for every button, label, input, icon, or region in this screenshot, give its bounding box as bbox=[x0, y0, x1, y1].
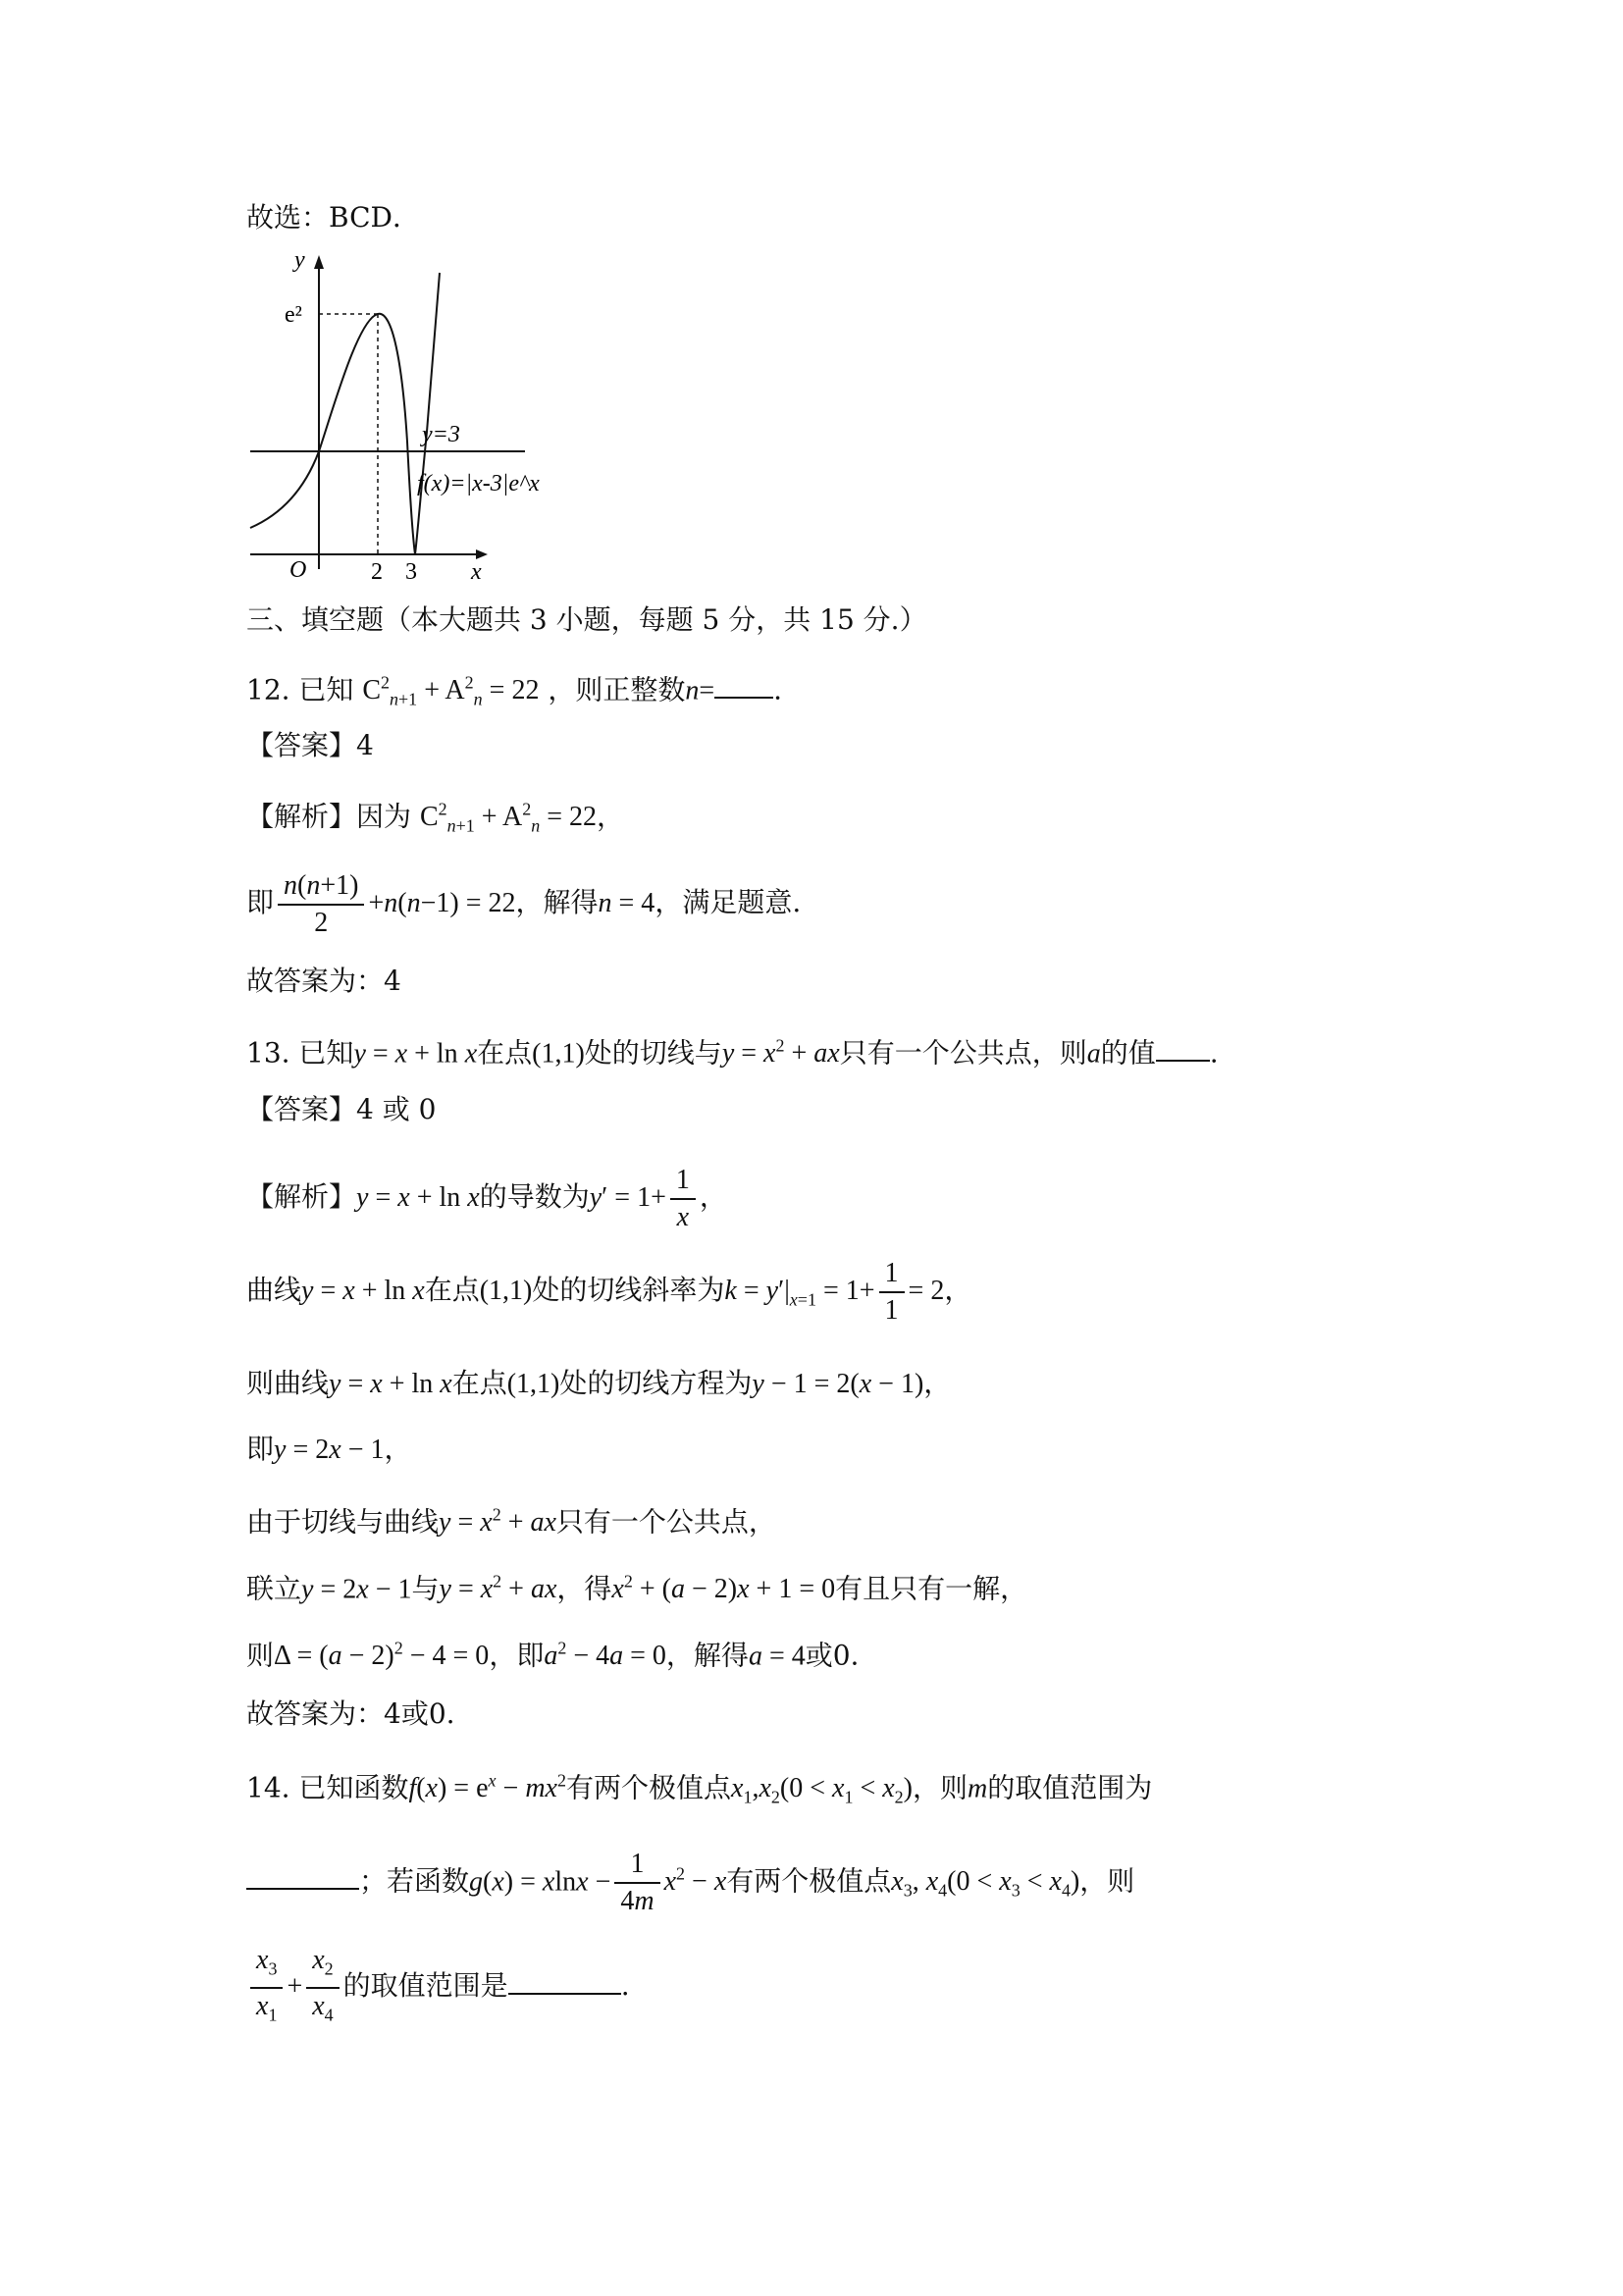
q13-s6d: 有且只有一解， bbox=[835, 1572, 1028, 1605]
q14-var-m: m bbox=[968, 1773, 988, 1804]
q13-s3b: 在点 bbox=[451, 1367, 507, 1399]
q13-p2: 处的切线与 bbox=[584, 1036, 722, 1070]
q13-analysis-7: 则$\Delta = (a - 2)^2 - 4 = 0$，即$a^2 - 4a = 0$，解得a = 4或0. bbox=[246, 1639, 860, 1672]
q13-analysis-2: 曲线y = x + ln x在点(1,1)处的切线斜率为$k = y'|_{x=1} = 1+$ $\frac{1}{1}$ = 2， bbox=[246, 1257, 972, 1326]
q14-stem-2: ；若函数g(x) = xlnx − $\frac{1}{4m}$ $x^2 - x$有两个极值点$x_3$, $x_4(0 < x_3 < x_4)$，则 bbox=[246, 1835, 1134, 1930]
q13-analysis-5: 由于切线与曲线$y = x^2$ + ax只有一个公共点， bbox=[246, 1505, 776, 1539]
q13-s5: 由于切线与曲线 bbox=[246, 1505, 440, 1539]
q12-answer-tag: 【答案】 bbox=[246, 729, 357, 761]
q14-p4: ；若函数 bbox=[359, 1864, 470, 1898]
q14-p5: 有两个极值点 bbox=[726, 1864, 892, 1898]
q14-stem-3: $\frac{x_3}{x_1}$ + $\frac{x_2}{x_4}$ 的取值范围是 . bbox=[246, 1943, 630, 2032]
q13-p1: 在点 bbox=[477, 1036, 533, 1070]
q13-answer-tag: 【答案】 bbox=[246, 1093, 357, 1125]
q12-answer-value: 4 bbox=[356, 729, 374, 761]
q13-answer bbox=[246, 1090, 436, 1129]
q13-p3: 只有一个公共点，则 bbox=[839, 1036, 1087, 1070]
q12-prefix: 12. 已知 bbox=[246, 673, 354, 706]
q13-s2c: 处的切线斜率为 bbox=[532, 1274, 725, 1306]
q12-analysis-text-2: 即 bbox=[246, 886, 275, 918]
q12-analysis-text-3: ，解得 bbox=[515, 886, 599, 918]
q13-final: 故答案为：4或0. bbox=[246, 1697, 455, 1730]
q12-mid: ，则正整数 bbox=[548, 673, 686, 706]
q12-analysis-text-1: 因为 bbox=[356, 800, 412, 833]
q13-s7b: ，即 bbox=[489, 1639, 545, 1672]
q12-final: 故答案为：4 bbox=[246, 965, 401, 997]
q13-s1: 的导数为 bbox=[479, 1180, 590, 1213]
q14-blank-2 bbox=[508, 1965, 621, 1995]
q13-analysis-tag: 【解析】 bbox=[246, 1180, 357, 1213]
q12-blank bbox=[714, 669, 773, 699]
q12-var: n bbox=[685, 675, 700, 706]
q12-stem: 12. 已知 $C^2_{n+1} + A^2_n = 22$ ，则正整数n= . bbox=[246, 663, 782, 719]
q14-p2: ，则 bbox=[913, 1771, 969, 1804]
q13-s5b: 只有一个公共点， bbox=[555, 1505, 776, 1539]
q14-p7: 的取值范围是 bbox=[342, 1969, 508, 2003]
q14-stem-1: 14. 已知函数$f(x) = e^x - mx^2$有两个极值点$x_1,x_2(0 < x_1 < x_2)$，则m的取值范围为 bbox=[246, 1771, 1153, 1807]
q13-analysis-1: 【解析】y = x + ln x的导数为y′ = 1+ $\frac{1}{x}$ ， bbox=[246, 1164, 727, 1232]
x-axis-arrow bbox=[476, 549, 488, 559]
q13-p4: 的值 bbox=[1100, 1036, 1156, 1070]
q13-s7c: ，解得 bbox=[665, 1639, 749, 1672]
q13-s6b: 与 bbox=[411, 1572, 440, 1605]
curve-f-x bbox=[250, 273, 440, 554]
q14-p1: 有两个极值点 bbox=[565, 1771, 731, 1804]
q13-var: a bbox=[1086, 1038, 1101, 1070]
q13-s6c: ，得 bbox=[556, 1572, 612, 1605]
q13-prefix: 13. 已知 bbox=[246, 1036, 354, 1070]
q13-analysis-4: 即y = 2x − 1， bbox=[246, 1433, 412, 1465]
q13-s2b: 在点 bbox=[424, 1274, 480, 1306]
function-graph bbox=[240, 245, 564, 584]
q12-analysis-text-4: ，满足题意. bbox=[654, 886, 802, 918]
x-tick-3: 3 bbox=[405, 559, 417, 584]
q13-blank bbox=[1156, 1032, 1210, 1062]
q13-analysis-6: 联立y = 2x − 1与$y = x^2$ + ax，得$x^2 + (a - 2)x + 1 = 0$有且只有一解， bbox=[246, 1572, 1028, 1605]
q12-analysis-2: 即 $\frac{n(n+1)}{2}$ +n(n−1) = 22，解得n = 4，满足题意. bbox=[246, 869, 802, 938]
q13-s2a: 曲线 bbox=[246, 1274, 302, 1306]
q14-blank-1 bbox=[246, 1860, 359, 1890]
q13-s3c: 处的切线方程为 bbox=[559, 1367, 753, 1399]
q14-p6: ，则 bbox=[1079, 1864, 1135, 1898]
q12-analysis-tag: 【解析】 bbox=[246, 800, 357, 833]
choice-result: 故选：BCD． bbox=[246, 201, 420, 234]
y-axis-arrow bbox=[314, 255, 324, 269]
q13-s6a: 联立 bbox=[246, 1572, 302, 1605]
q12-answer bbox=[246, 726, 374, 765]
line-label: y=3 bbox=[422, 422, 460, 447]
q13-s7a: 则 bbox=[246, 1639, 275, 1672]
section-title: 三、填空题（本大题共 3 小题，每题 5 分，共 15 分.） bbox=[246, 603, 927, 636]
origin-label: O bbox=[289, 557, 307, 583]
q13-answer-value: 4 或 0 bbox=[356, 1093, 437, 1125]
q13-s4: 即 bbox=[246, 1433, 275, 1465]
curve-label: f(x)=|x-3|e^x bbox=[417, 471, 540, 496]
x-axis-label: x bbox=[471, 559, 482, 584]
q13-s3a: 则曲线 bbox=[246, 1367, 330, 1399]
y-tick-e2: e² bbox=[285, 302, 302, 328]
q13-stem: 13. 已知y = x + ln x在点(1,1)处的切线与$y = x^2$ + ax只有一个公共点，则a的值 . bbox=[246, 1026, 1219, 1073]
q14-p3: 的取值范围为 bbox=[987, 1771, 1153, 1804]
q14-prefix: 14. 已知函数 bbox=[246, 1771, 409, 1804]
q13-s7d: 或0. bbox=[805, 1639, 860, 1672]
y-axis-label: y bbox=[294, 247, 305, 273]
q12-tail: = bbox=[699, 675, 715, 706]
q13-analysis-3: 则曲线y = x + ln x在点(1,1)处的切线方程为y − 1 = 2(x − 1)， bbox=[246, 1367, 952, 1399]
x-tick-2: 2 bbox=[371, 559, 383, 584]
q12-analysis-1: 【解析】因为 $C^2_{n+1} + A^2_n = 22$， bbox=[246, 800, 625, 836]
